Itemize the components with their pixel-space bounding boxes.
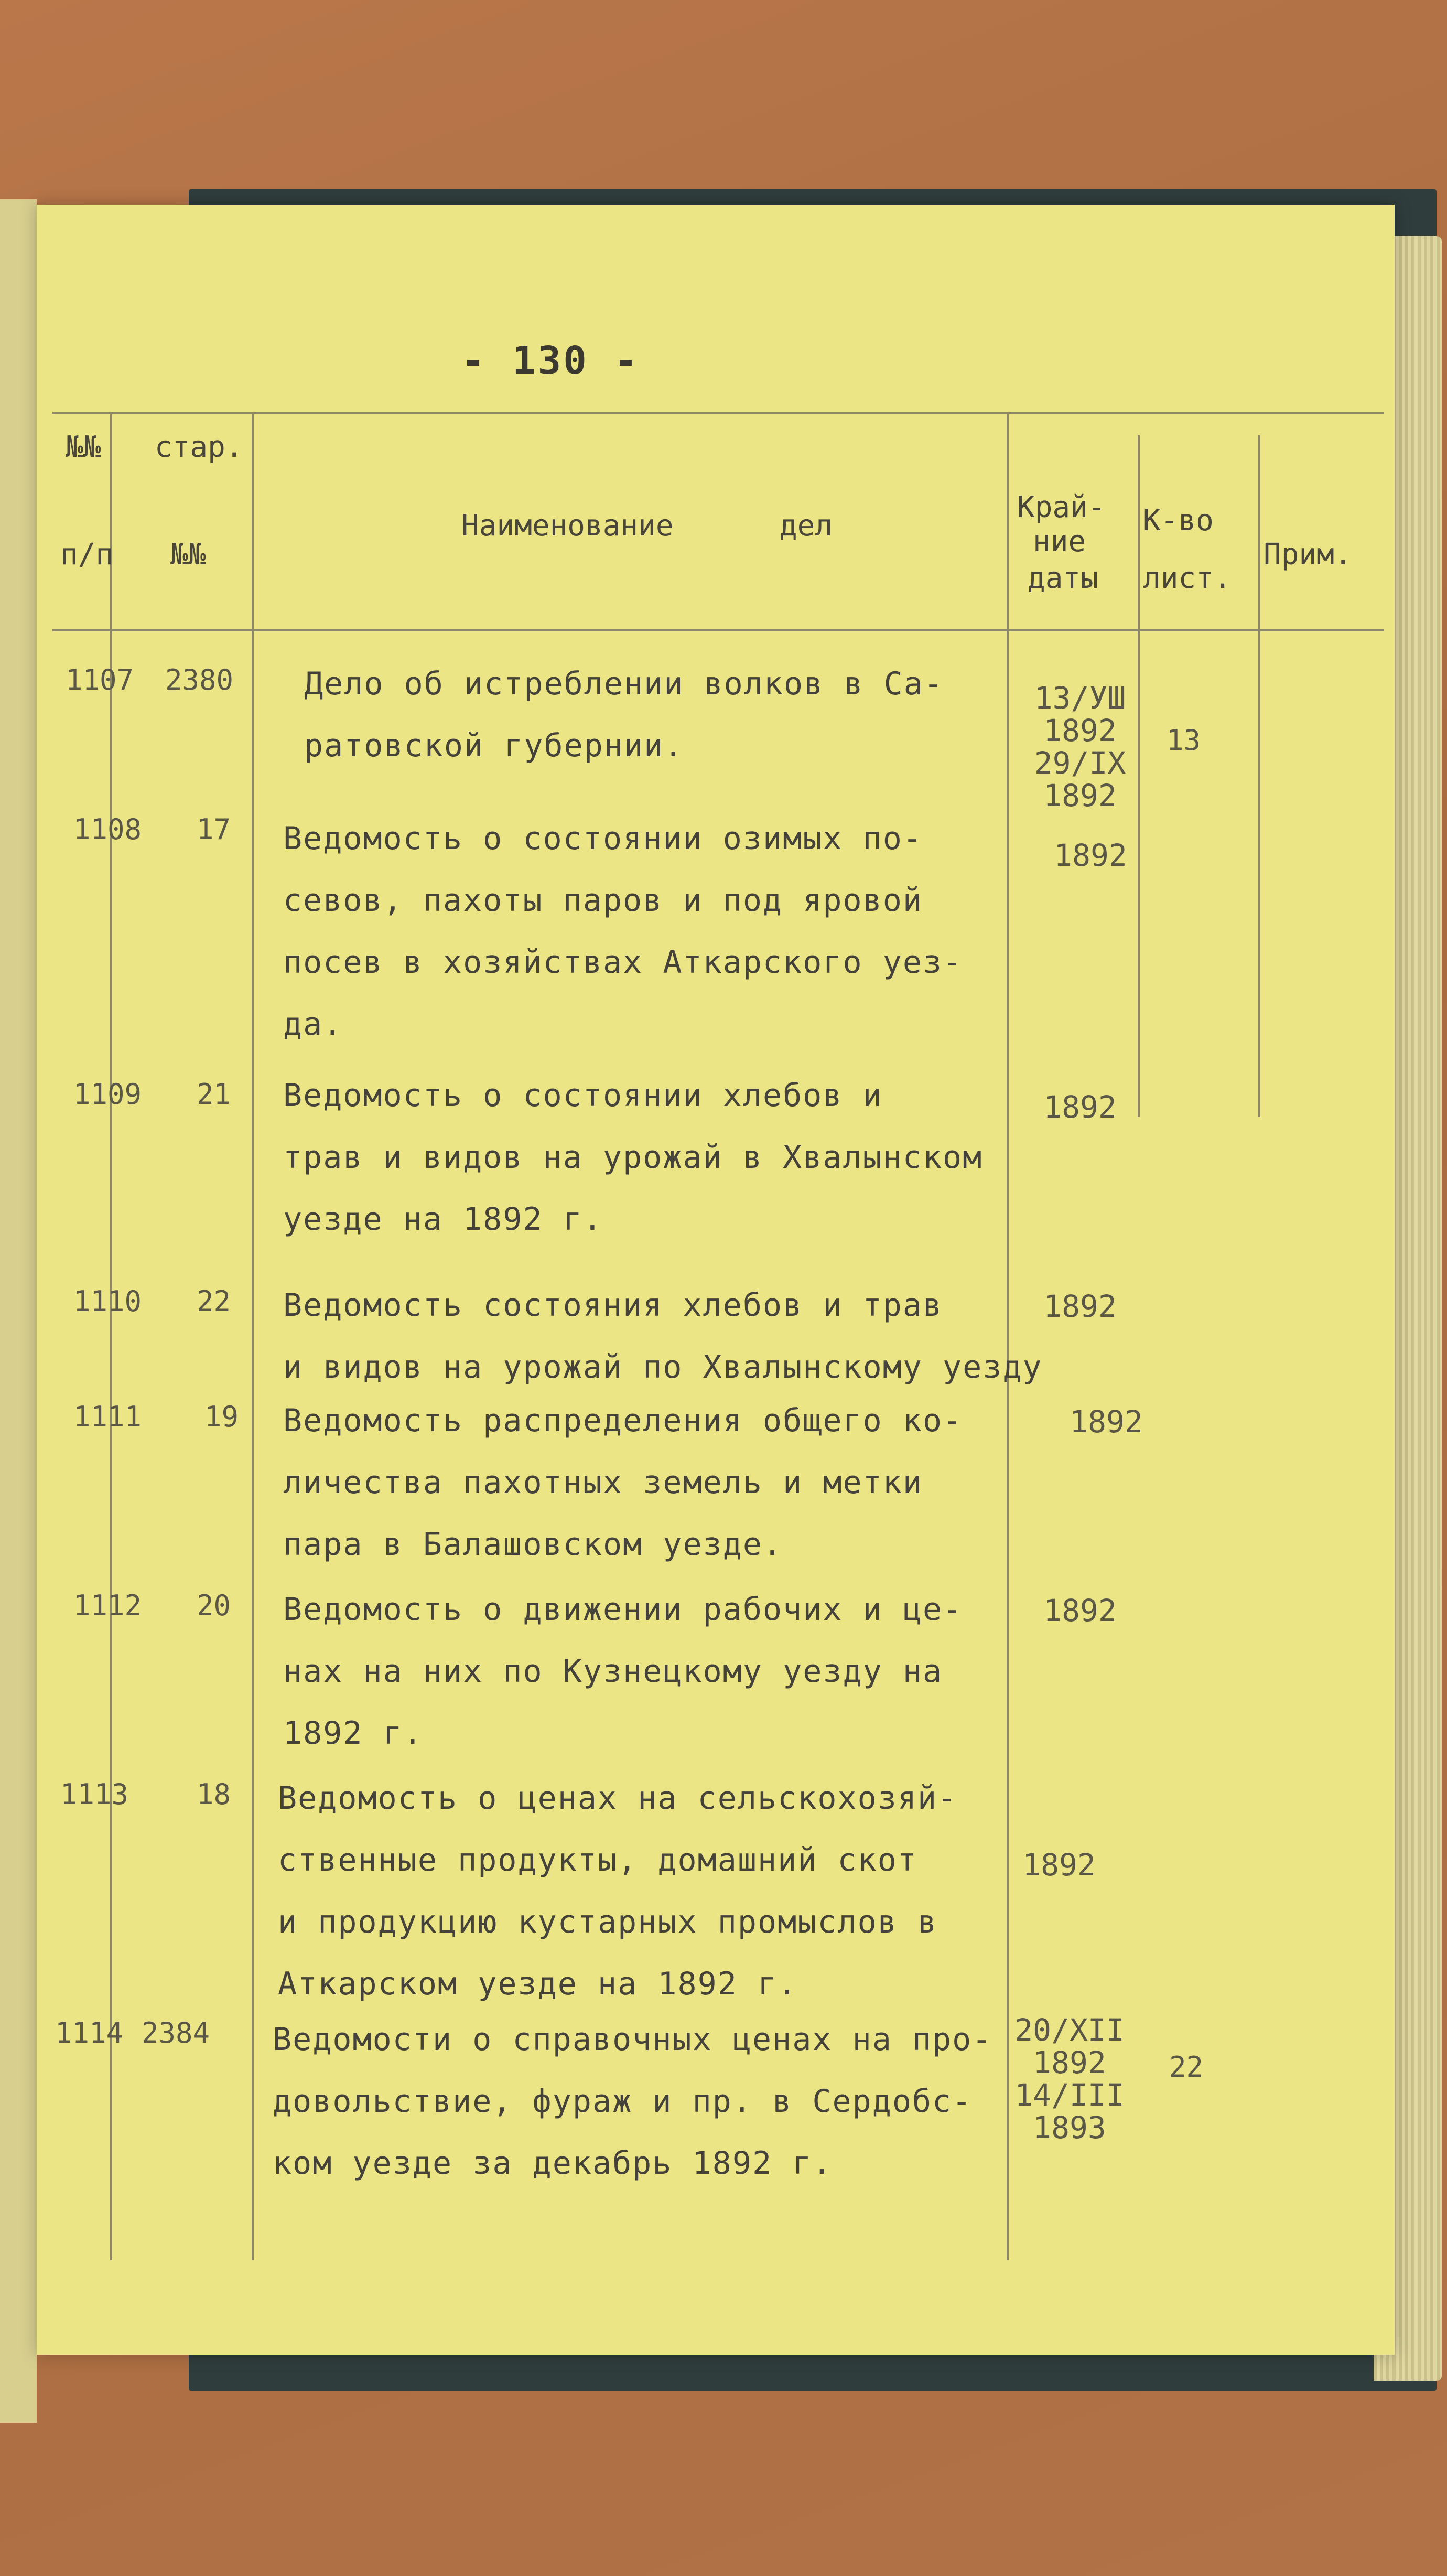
header-dates-1: Край-: [1017, 490, 1106, 524]
row-old-number: 19: [204, 1400, 239, 1433]
header-dates-2: ние: [1033, 524, 1086, 559]
row-dates: 1892: [1070, 1404, 1143, 1440]
header-num-top: №№: [66, 430, 101, 464]
row-old-number: 17: [197, 813, 231, 846]
row-title: Ведомость о состоянии хлебов и трав и видов на урожай в Хвалынском уезде на 1892 г.: [283, 1077, 983, 1238]
row-number: 1111: [73, 1400, 142, 1433]
row-title: Ведомость распределения общего ко- личества пахотных земель и метки пара в Балашовском уезде.: [283, 1402, 963, 1563]
row-dates: 1892: [1022, 1847, 1096, 1883]
header-old-top: стар.: [155, 430, 243, 464]
row-old-number: 2384: [142, 2016, 210, 2049]
row-old-number: 2380: [165, 663, 234, 696]
row-old-number: 20: [197, 1589, 231, 1622]
header-old-bottom: №№: [170, 538, 206, 572]
row-old-number: 22: [197, 1285, 231, 1318]
header-num-bottom: п/п: [60, 538, 114, 572]
row-title: Ведомость состояния хлебов и трав и видов на урожай по Хвалынскому уезду: [283, 1287, 1043, 1386]
row-number: 1110: [73, 1285, 142, 1318]
row-dates: 13/УШ 1892 29/IX 1892: [1034, 680, 1126, 813]
row-number: 1108: [73, 813, 142, 846]
column-divider-old: [252, 414, 254, 2260]
row-number: 1114: [55, 2016, 124, 2049]
header-title: Наименование дел: [461, 509, 833, 543]
table-top-line: [52, 412, 1384, 414]
column-divider-note: [1258, 435, 1260, 1117]
row-title: Ведомость о движении рабочих и це- нах на них по Кузнецкому уезду на 1892 г.: [283, 1591, 963, 1752]
row-number: 1113: [60, 1778, 129, 1811]
row-sheet-count: 13: [1167, 724, 1201, 757]
row-dates: 1892: [1054, 838, 1127, 873]
row-dates: 1892: [1043, 1089, 1117, 1125]
row-number: 1109: [73, 1078, 142, 1111]
row-title: Ведомости о справочных ценах на про- довольствие, фураж и пр. в Сердобс- ком уезде за декабрь 1892 г.: [273, 2021, 992, 2182]
row-number: 1107: [66, 663, 134, 696]
header-count-1: К-во: [1143, 503, 1214, 538]
row-number: 1112: [73, 1589, 142, 1622]
row-dates: 20/XII 1892 14/III 1893: [1014, 2012, 1125, 2145]
row-title: Ведомость о состоянии озимых по- севов, пахоты паров и под яровой посев в хозяйствах Аткарского уез- да.: [283, 820, 963, 1043]
page-number: - 130 -: [461, 338, 640, 383]
row-title: Ведомость о ценах на сельскохозяй- ственные продукты, домашний скот и продукцию кустарных промыслов в Аткарском уезде на 1892 г.: [278, 1780, 958, 2002]
row-old-number: 21: [197, 1078, 231, 1111]
row-old-number: 18: [197, 1778, 231, 1811]
left-page-edge: [0, 199, 37, 2423]
header-dates-3: даты: [1028, 561, 1098, 595]
row-dates: 1892: [1043, 1593, 1117, 1628]
document-page: [37, 205, 1395, 2355]
row-sheet-count: 22: [1169, 2051, 1204, 2084]
header-note: Прим.: [1264, 538, 1352, 572]
header-count-2: лист.: [1143, 561, 1232, 595]
row-title: Дело об истреблении волков в Са- ратовской губернии.: [304, 666, 944, 764]
row-dates: 1892: [1043, 1289, 1117, 1324]
